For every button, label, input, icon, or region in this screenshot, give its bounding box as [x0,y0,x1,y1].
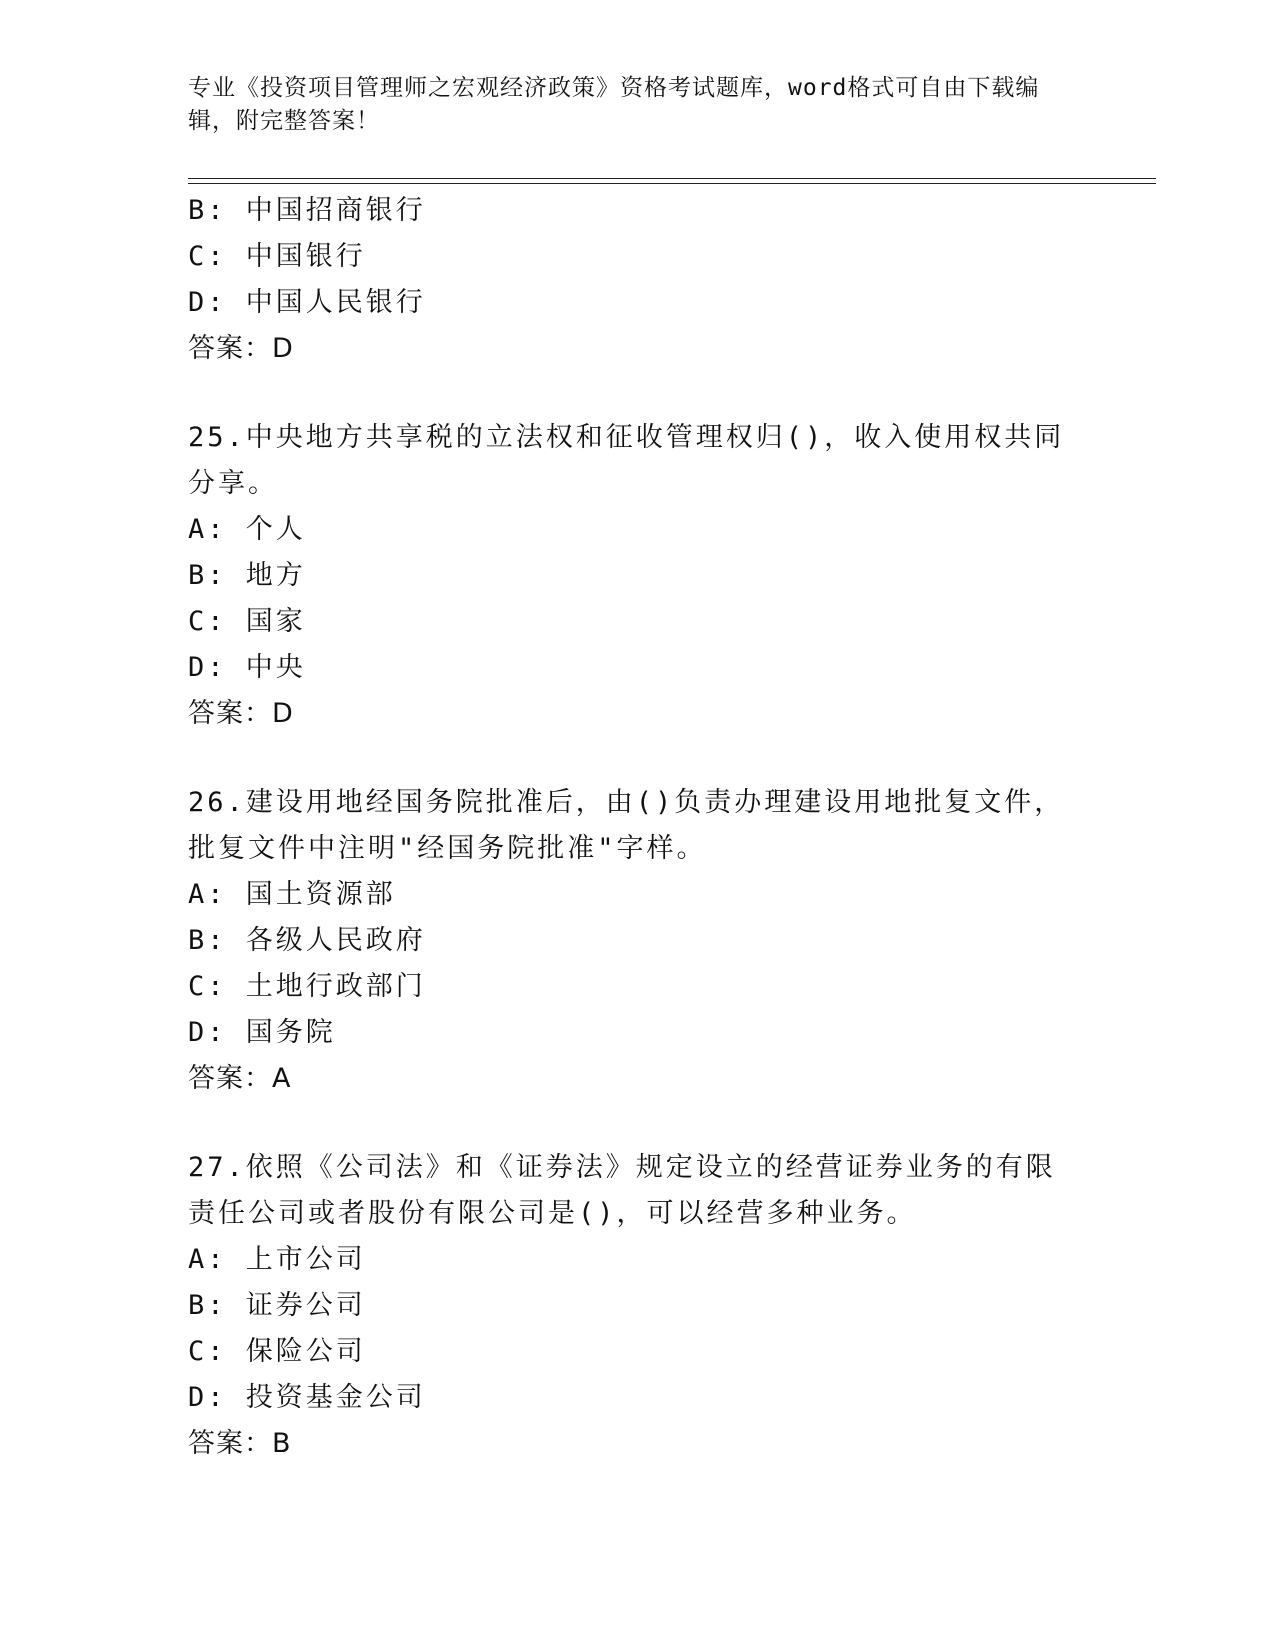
question-list [188,188,1088,1467]
option-b: B: 中国招商银行 [188,195,426,226]
option-c: C: 保险公司 [188,1336,366,1367]
header-rule-bottom [188,183,1156,184]
question-24-continued [188,188,1088,372]
question-27 [188,1145,1088,1467]
option-d: D: 投资基金公司 [188,1382,426,1413]
answer-line: 答案：D [188,698,294,729]
answer-line: 答案：B [188,1428,292,1459]
option-c: C: 土地行政部门 [188,971,426,1002]
option-b: B: 证券公司 [188,1290,366,1321]
question-text: 26.建设用地经国务院批准后，由()负责办理建设用地批复文件，批复文件中注明"经国务院批准"字样。 [188,787,1065,864]
answer-line: 答案：D [188,333,294,364]
question-text: 25.中央地方共享税的立法权和征收管理权归()，收入使用权共同分享。 [188,422,1065,499]
question-text: 27.依照《公司法》和《证券法》规定设立的经营证券业务的有限责任公司或者股份有限公司是()，可以经营多种业务。 [188,1152,1056,1229]
question-26 [188,780,1088,1102]
option-a: A: 国土资源部 [188,879,396,910]
option-b: B: 地方 [188,560,306,591]
option-d: D: 中央 [188,652,306,683]
question-25 [188,415,1088,737]
header-rule-top [188,178,1156,179]
document-header: 专业《投资项目管理师之宏观经济政策》资格考试题库，word格式可自由下载编辑，附完整答案！ [188,75,1040,134]
option-a: A: 上市公司 [188,1244,366,1275]
option-a: A: 个人 [188,514,306,545]
option-d: D: 国务院 [188,1017,336,1048]
option-d: D: 中国人民银行 [188,287,426,318]
option-c: C: 国家 [188,606,306,637]
option-c: C: 中国银行 [188,241,366,272]
option-b: B: 各级人民政府 [188,925,426,956]
answer-line: 答案：A [188,1063,292,1094]
